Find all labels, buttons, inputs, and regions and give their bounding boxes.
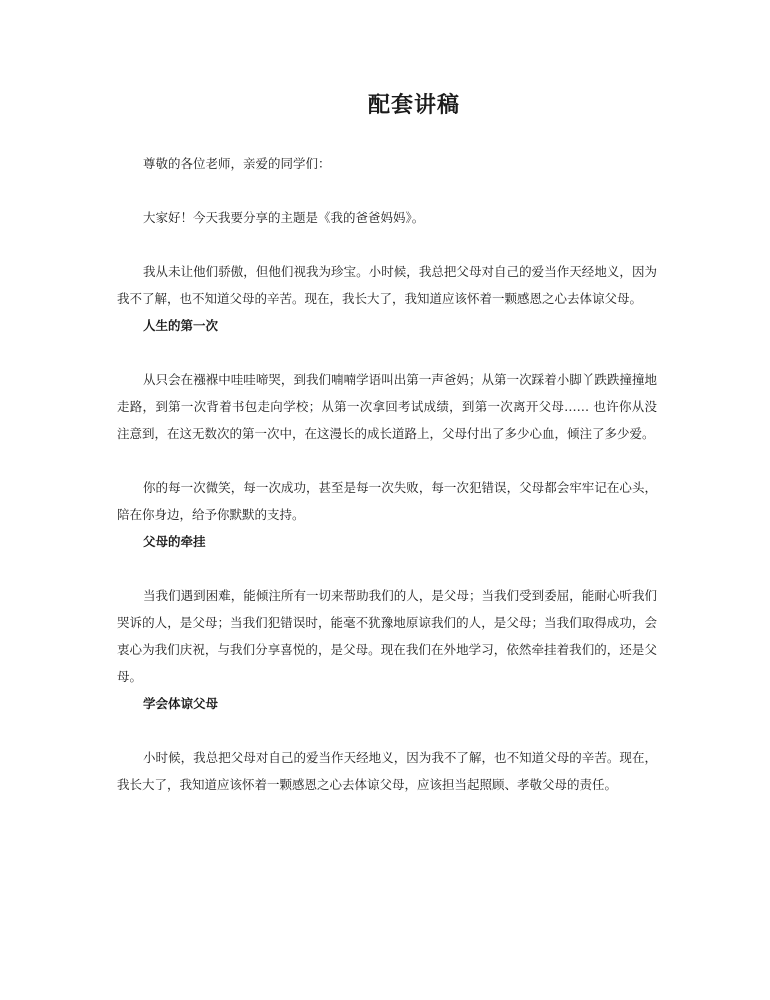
body-paragraph-2: 从只会在襁褓中哇哇啼哭，到我们喃喃学语叫出第一声爸妈；从第一次踩着小脚丫跌跌撞撞地走路，到第一次背着书包走向学校；从第一次拿回考试成绩，到第一次离开父母…… 也许你从没注意到，在这无数次的第一次中，在这漫长的成长道路上，父母付出了多少心血，倾注了多少爱。: [117, 372, 657, 441]
body-paragraph-1: 我从未让他们骄傲，但他们视我为珍宝。小时候，我总把父母对自己的爱当作天经地义，因为我不了解，也不知道父母的辛苦。现在，我长大了，我知道应该怀着一颗感恩之心去体谅父母。: [117, 264, 657, 306]
section-heading-parents-care: 父母的牵挂: [143, 534, 206, 549]
body-paragraph-5: 小时候，我总把父母对自己的爱当作天经地义，因为我不了解，也不知道父母的辛苦。现在，我长大了，我知道应该怀着一颗感恩之心去体谅父母，应该担当起照顾、孝敬父母的责任。: [117, 750, 657, 792]
intro-paragraph: 大家好！今天我要分享的主题是《我的爸爸妈妈》。: [143, 210, 425, 225]
body-paragraph-4: 当我们遇到困难，能倾注所有一切来帮助我们的人，是父母；当我们受到委屈，能耐心听我们哭诉的人，是父母；当我们犯错误时，能毫不犹豫地原谅我们的人，是父母；当我们取得成功，会衷心为我们庆祝，与我们分享喜悦的，是父母。现在我们在外地学习，依然牵挂着我们的，还是父母。: [117, 588, 657, 684]
speech-body: [117, 150, 657, 798]
section-heading-first-time: 人生的第一次: [143, 318, 219, 333]
greeting-paragraph: 尊敬的各位老师，亲爱的同学们：: [143, 156, 331, 171]
section-heading-understand-parents: 学会体谅父母: [143, 696, 219, 711]
document-title: 配套讲稿: [367, 92, 460, 118]
body-paragraph-3: 你的每一次微笑，每一次成功，甚至是每一次失败，每一次犯错误，父母都会牢牢记在心头，陪在你身边，给予你默默的支持。: [117, 480, 657, 522]
